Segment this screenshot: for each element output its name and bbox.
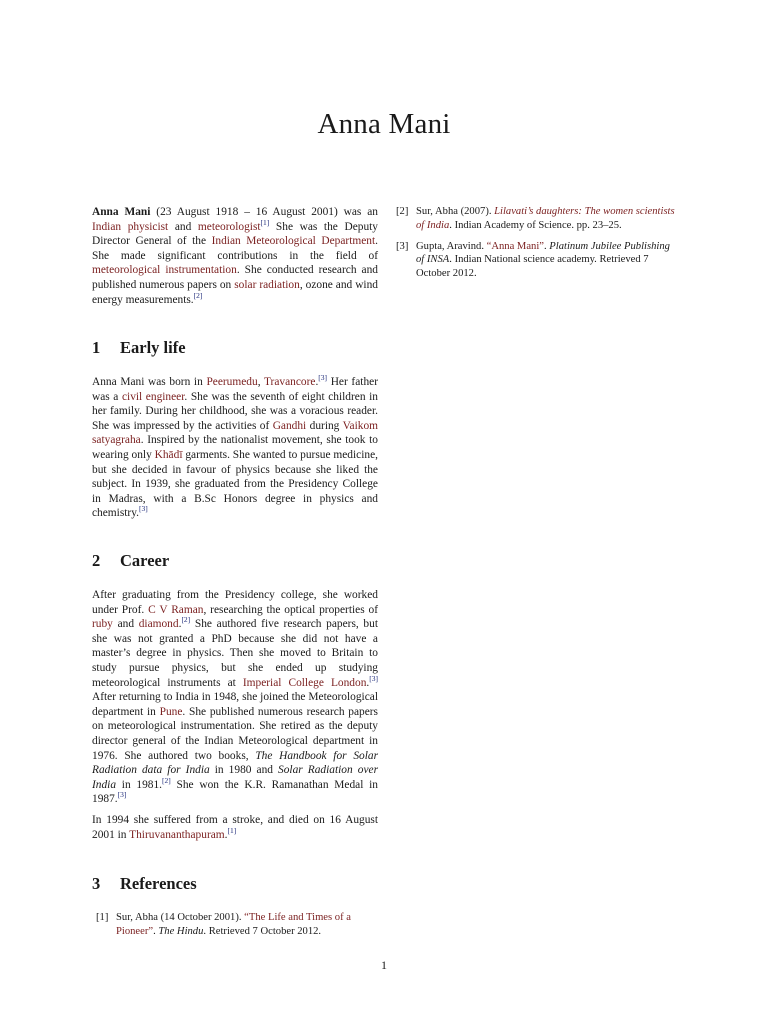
- text: . Retrieved 7 October 2012.: [203, 925, 322, 937]
- text: . She conducted research and published numerous papers on: [92, 264, 378, 291]
- career-paragraph-2: [92, 813, 378, 842]
- text: .: [315, 376, 319, 388]
- reference-number: [3]: [396, 240, 409, 252]
- section-number: 3: [92, 874, 101, 893]
- reference-link-title: Lilavati’s daughters: The women scientists of India: [416, 206, 675, 231]
- citation[interactable]: [2]: [181, 615, 191, 625]
- text: and: [112, 618, 139, 631]
- references-list-right: [396, 205, 679, 288]
- text: She won the K.R. Ramanathan Medal in 1987.: [92, 778, 379, 806]
- book-title: Solar Radiation over India: [92, 764, 379, 791]
- text: in 1981.: [116, 778, 163, 791]
- text: After graduating from the Presidency college, she worked under Prof.: [92, 589, 378, 616]
- text: (23 August 1918 – 16 August 2001) was an: [150, 206, 378, 218]
- reference-number: [2]: [396, 206, 409, 217]
- text: She authored five research papers, but she was not granted a PhD because she did not have a master’s degree in physics. Then she moved to Britain to study pursue physics, but she ended up studying meteorological instruments at: [92, 618, 378, 689]
- reference-item: [96, 911, 378, 939]
- text: .: [178, 618, 182, 631]
- text: , researching the optical properties of: [203, 603, 378, 616]
- link-diamond[interactable]: diamond: [138, 618, 179, 631]
- text: . She published numerous research papers on meteorological instrumentation. She retired as the deputy director general of the Indian Meteorological department in 1976. She authored two books,: [92, 705, 378, 762]
- text: Her father was a: [92, 376, 378, 403]
- link-cv-raman[interactable]: C V Raman: [148, 603, 204, 616]
- text: .: [224, 828, 228, 841]
- citation[interactable]: [3]: [139, 504, 148, 514]
- subject-name: Anna Mani: [92, 206, 151, 218]
- section-number: 1: [92, 338, 101, 357]
- reference-item: [396, 205, 679, 233]
- section-number: 2: [92, 551, 101, 570]
- reference-link[interactable]: “Anna Mani”: [486, 240, 544, 252]
- text: ,: [257, 376, 264, 388]
- link-travancore[interactable]: Travancore: [263, 376, 316, 388]
- text: . Indian Academy of Science. pp. 23–25.: [449, 219, 622, 231]
- link-ruby[interactable]: ruby: [92, 618, 113, 631]
- reference-text: [416, 205, 679, 233]
- section-title: References: [120, 874, 197, 893]
- text: .: [544, 240, 550, 252]
- text: Anna Mani was born in: [92, 376, 207, 388]
- early-life-body: [92, 375, 378, 527]
- text: After returning to India in 1948, she joined the Meteorological department in: [92, 691, 378, 718]
- publication: Platinum Jubilee Publishing of INSA: [416, 240, 670, 266]
- text: . Inspired by the nationalist movement, she took to wearing only: [92, 434, 378, 461]
- reference-link[interactable]: “The Life and Times of a Pioneer”: [116, 912, 351, 937]
- link-indian-physicist[interactable]: Indian physicist: [92, 220, 169, 233]
- reference-text: [416, 240, 679, 281]
- text: during: [306, 419, 343, 432]
- citation[interactable]: [1]: [227, 825, 237, 835]
- early-life-paragraph: [92, 375, 378, 521]
- link-vaikom-satyagraha[interactable]: Vaikom satyagraha: [92, 419, 378, 447]
- page-title: Anna Mani: [317, 108, 451, 140]
- citation[interactable]: [2]: [162, 775, 171, 785]
- link-thiruvananthapuram[interactable]: Thiruvananthapuram: [129, 828, 225, 841]
- text: Gupta, Aravind.: [416, 240, 487, 252]
- citation[interactable]: [3]: [117, 790, 127, 800]
- citation[interactable]: [1]: [260, 217, 270, 227]
- link-khadi[interactable]: Khādī: [154, 448, 183, 461]
- link-imperial-college[interactable]: Imperial College London: [242, 676, 367, 689]
- text: . She was the seventh of eight children in her family. During her childhood, she was a voracious reader. She was impressed by the activities of: [92, 390, 378, 432]
- link-imd[interactable]: Indian Meteorological Department: [211, 235, 376, 248]
- citation[interactable]: [3]: [369, 673, 378, 683]
- career-body: [92, 588, 378, 848]
- left-column: [92, 205, 378, 313]
- citation[interactable]: [2]: [193, 290, 203, 300]
- text: and: [168, 220, 198, 233]
- link-meteorological-instrumentation[interactable]: meteorological instrumentation: [92, 264, 237, 277]
- intro-paragraph: [92, 205, 378, 307]
- link-solar-radiation[interactable]: solar radiation: [234, 278, 300, 291]
- link-meteorologist[interactable]: meteorologist: [197, 220, 261, 233]
- text: She was the Deputy Director General of the: [92, 220, 378, 248]
- publication: The Hindu: [158, 925, 204, 937]
- section-title: Early life: [120, 338, 186, 357]
- reference-text: [116, 911, 378, 939]
- page-number: 1: [381, 958, 387, 972]
- book-title: The Handbook for Solar Radiation data for India: [92, 749, 379, 777]
- link-peerumedu[interactable]: Peerumedu: [206, 376, 258, 388]
- section-heading-early-life: [92, 338, 186, 358]
- references-list-left: [96, 911, 378, 946]
- text: in 1980 and: [209, 764, 279, 777]
- section-heading-references: [92, 874, 197, 894]
- reference-item: [396, 240, 679, 281]
- text: Sur, Abha (2007).: [416, 206, 495, 217]
- link-gandhi[interactable]: Gandhi: [272, 419, 307, 432]
- text: . She made significant contributions in the field of: [92, 235, 378, 262]
- section-title: Career: [120, 551, 170, 570]
- citation[interactable]: [3]: [318, 373, 328, 383]
- text: garments. She wanted to pursue medicine, but she decided in favour of physics because she liked the subject. In 1939, she graduated from the Presidency College in Madras, with a B.Sc Honors degree in physics and chemistry.: [92, 448, 378, 520]
- link-civil-engineer[interactable]: civil engineer: [121, 390, 185, 403]
- link-pune[interactable]: Pune: [159, 705, 183, 718]
- section-heading-career: [92, 551, 169, 571]
- reference-number: [1]: [96, 912, 109, 923]
- career-paragraph-1: [92, 588, 378, 807]
- text: .: [153, 925, 159, 937]
- text: . Indian National science academy. Retrieved 7 October 2012.: [416, 254, 649, 280]
- text: In 1994 she suffered from a stroke, and died on 16 August 2001 in: [92, 813, 378, 841]
- text: , ozone and wind energy measurements.: [92, 278, 378, 306]
- text: .: [366, 676, 370, 689]
- text: Sur, Abha (14 October 2001).: [116, 912, 245, 923]
